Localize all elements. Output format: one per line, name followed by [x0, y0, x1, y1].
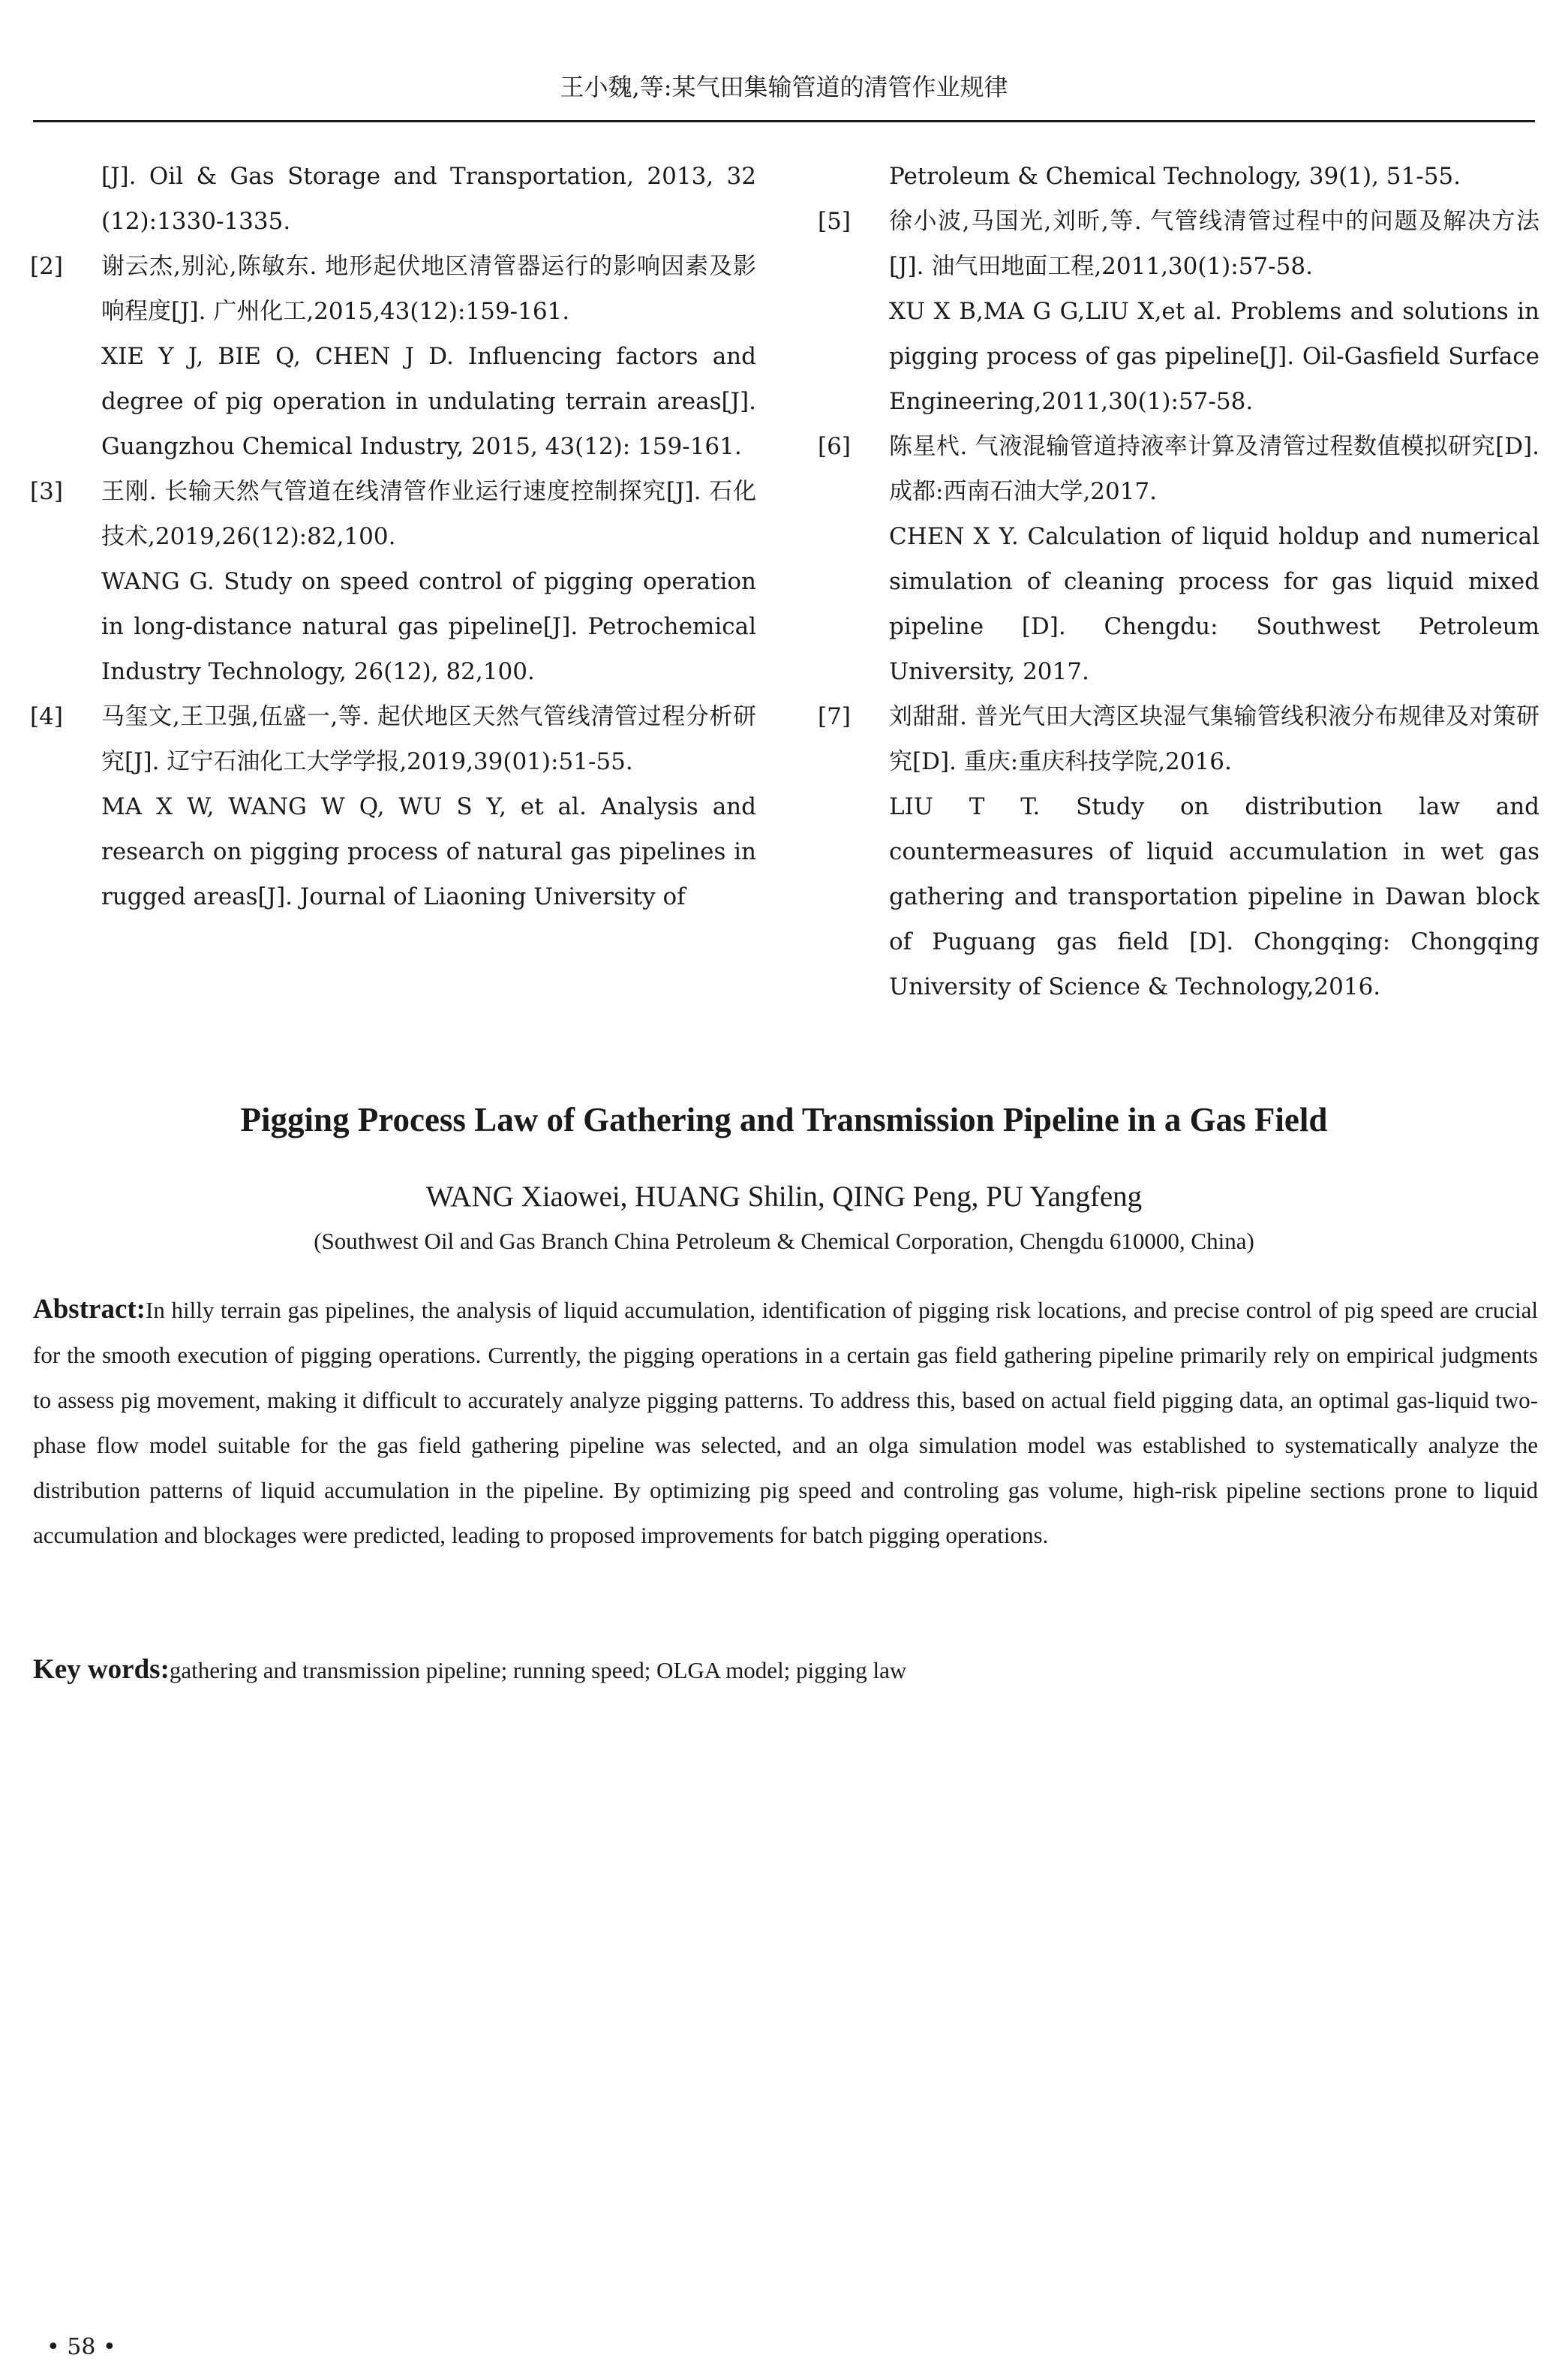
- reference-number: [4]: [30, 703, 63, 730]
- reference-7: [818, 694, 1539, 1009]
- reference-zh: 刘甜甜. 普光气田大湾区块湿气集输管线积液分布规律及对策研究[D]. 重庆:重庆科技学院,2016.: [889, 703, 1539, 775]
- reference-2: [30, 244, 756, 469]
- references-right-column: [818, 154, 1539, 1009]
- reference-3: [30, 469, 756, 694]
- english-authors: WANG Xiaowei, HUANG Shilin, QING Peng, PU Yangfeng: [425, 1180, 1143, 1213]
- reference-number: [5]: [818, 208, 851, 235]
- references-left-column: [30, 154, 756, 919]
- reference-en: MA X W, WANG W Q, WU S Y, et al. Analysis and research on pigging process of natural gas pipelines in rugged areas[J]. Journal of Liaoning University of: [101, 793, 756, 910]
- reference-number: [3]: [30, 478, 63, 505]
- reference-6: [818, 424, 1539, 694]
- page-number: • 58 •: [47, 2334, 116, 2360]
- reference-en: CHEN X Y. Calculation of liquid holdup and numerical simulation of cleaning process for gas liquid mixed pipeline [D]. Chengdu: Southwest Petroleum University, 2017.: [889, 523, 1539, 685]
- reference-4: [30, 694, 756, 919]
- english-affiliation: (Southwest Oil and Gas Branch China Petroleum & Chemical Corporation, Chengdu 610000, China): [314, 1228, 1254, 1254]
- reference-continuation: Petroleum & Chemical Technology, 39(1), 51-55.: [889, 163, 1461, 190]
- reference-continuation: [J]. Oil & Gas Storage and Transportation, 2013, 32 (12):1330-1335.: [101, 163, 756, 235]
- reference-en: LIU T T. Study on distribution law and countermeasures of liquid accumulation in wet gas gathering and transportation pipeline in Dawan block of Puguang gas field [D]. Chongqing: Chongqing University of Science & Technology,2016.: [889, 793, 1539, 1000]
- english-title: Pigging Process Law of Gathering and Transmission Pipeline in a Gas Field: [240, 1101, 1328, 1138]
- keywords-text: gathering and transmission pipeline; running speed; OLGA model; pigging law: [169, 1657, 907, 1683]
- reference-en: XU X B,MA G G,LIU X,et al. Problems and solutions in pigging process of gas pipeline[J]. Oil-Gasfield Surface Engineering,2011,30(1):57-58.: [889, 298, 1539, 415]
- abstract-text: In hilly terrain gas pipelines, the analysis of liquid accumulation, identification of pigging risk locations, and precise control of pig speed are crucial for the smooth execution of pigging operations. Currently, the pigging operations in a certain gas field gathering pipeline primarily rely on empirical judgments to assess pig movement, making it difficult to accurately analyze pigging patterns. To address this, based on actual field pigging data, an optimal gas-liquid two-phase flow model suitable for the gas field gathering pipeline was selected, and an olga simulation model was established to systematically analyze the distribution patterns of liquid accumulation in the pipeline. By optimizing pig speed and controling gas volume, high-risk pipeline sections prone to liquid accumulation and blockages were predicted, leading to proposed improvements for batch pigging operations.: [33, 1297, 1538, 1548]
- reference-5: [818, 199, 1539, 424]
- reference-number: [6]: [818, 433, 851, 460]
- abstract-label: Abstract:: [33, 1294, 146, 1325]
- reference-number: [7]: [818, 703, 851, 730]
- keywords-label: Key words:: [33, 1654, 170, 1685]
- header-rule: [33, 120, 1535, 122]
- reference-zh: 陈星杙. 气液混输管道持液率计算及清管过程数值模拟研究[D]. 成都:西南石油大学,2017.: [889, 433, 1539, 505]
- english-keywords: [33, 1647, 1538, 1693]
- reference-zh: 徐小波,马国光,刘昕,等. 气管线清管过程中的问题及解决方法[J]. 油气田地面工程,2011,30(1):57-58.: [889, 208, 1539, 280]
- reference-en: WANG G. Study on speed control of pigging operation in long-distance natural gas pipeline[J]. Petrochemical Industry Technology, 26(12), 82,100.: [101, 568, 756, 685]
- reference-zh: 谢云杰,别沁,陈敏东. 地形起伏地区清管器运行的影响因素及影响程度[J]. 广州化工,2015,43(12):159-161.: [101, 253, 756, 325]
- running-title: 王小魏,等:某气田集输管道的清管作业规律: [560, 73, 1008, 101]
- english-abstract: [33, 1287, 1538, 1558]
- reference-en: XIE Y J, BIE Q, CHEN J D. Influencing factors and degree of pig operation in undulating terrain areas[J]. Guangzhou Chemical Industry, 2015, 43(12): 159-161.: [101, 343, 756, 460]
- reference-number: [2]: [30, 253, 63, 280]
- reference-zh: 马玺文,王卫强,伍盛一,等. 起伏地区天然气管线清管过程分析研究[J]. 辽宁石油化工大学学报,2019,39(01):51-55.: [101, 703, 756, 775]
- reference-zh: 王刚. 长输天然气管道在线清管作业运行速度控制探究[J]. 石化技术,2019,26(12):82,100.: [101, 478, 756, 550]
